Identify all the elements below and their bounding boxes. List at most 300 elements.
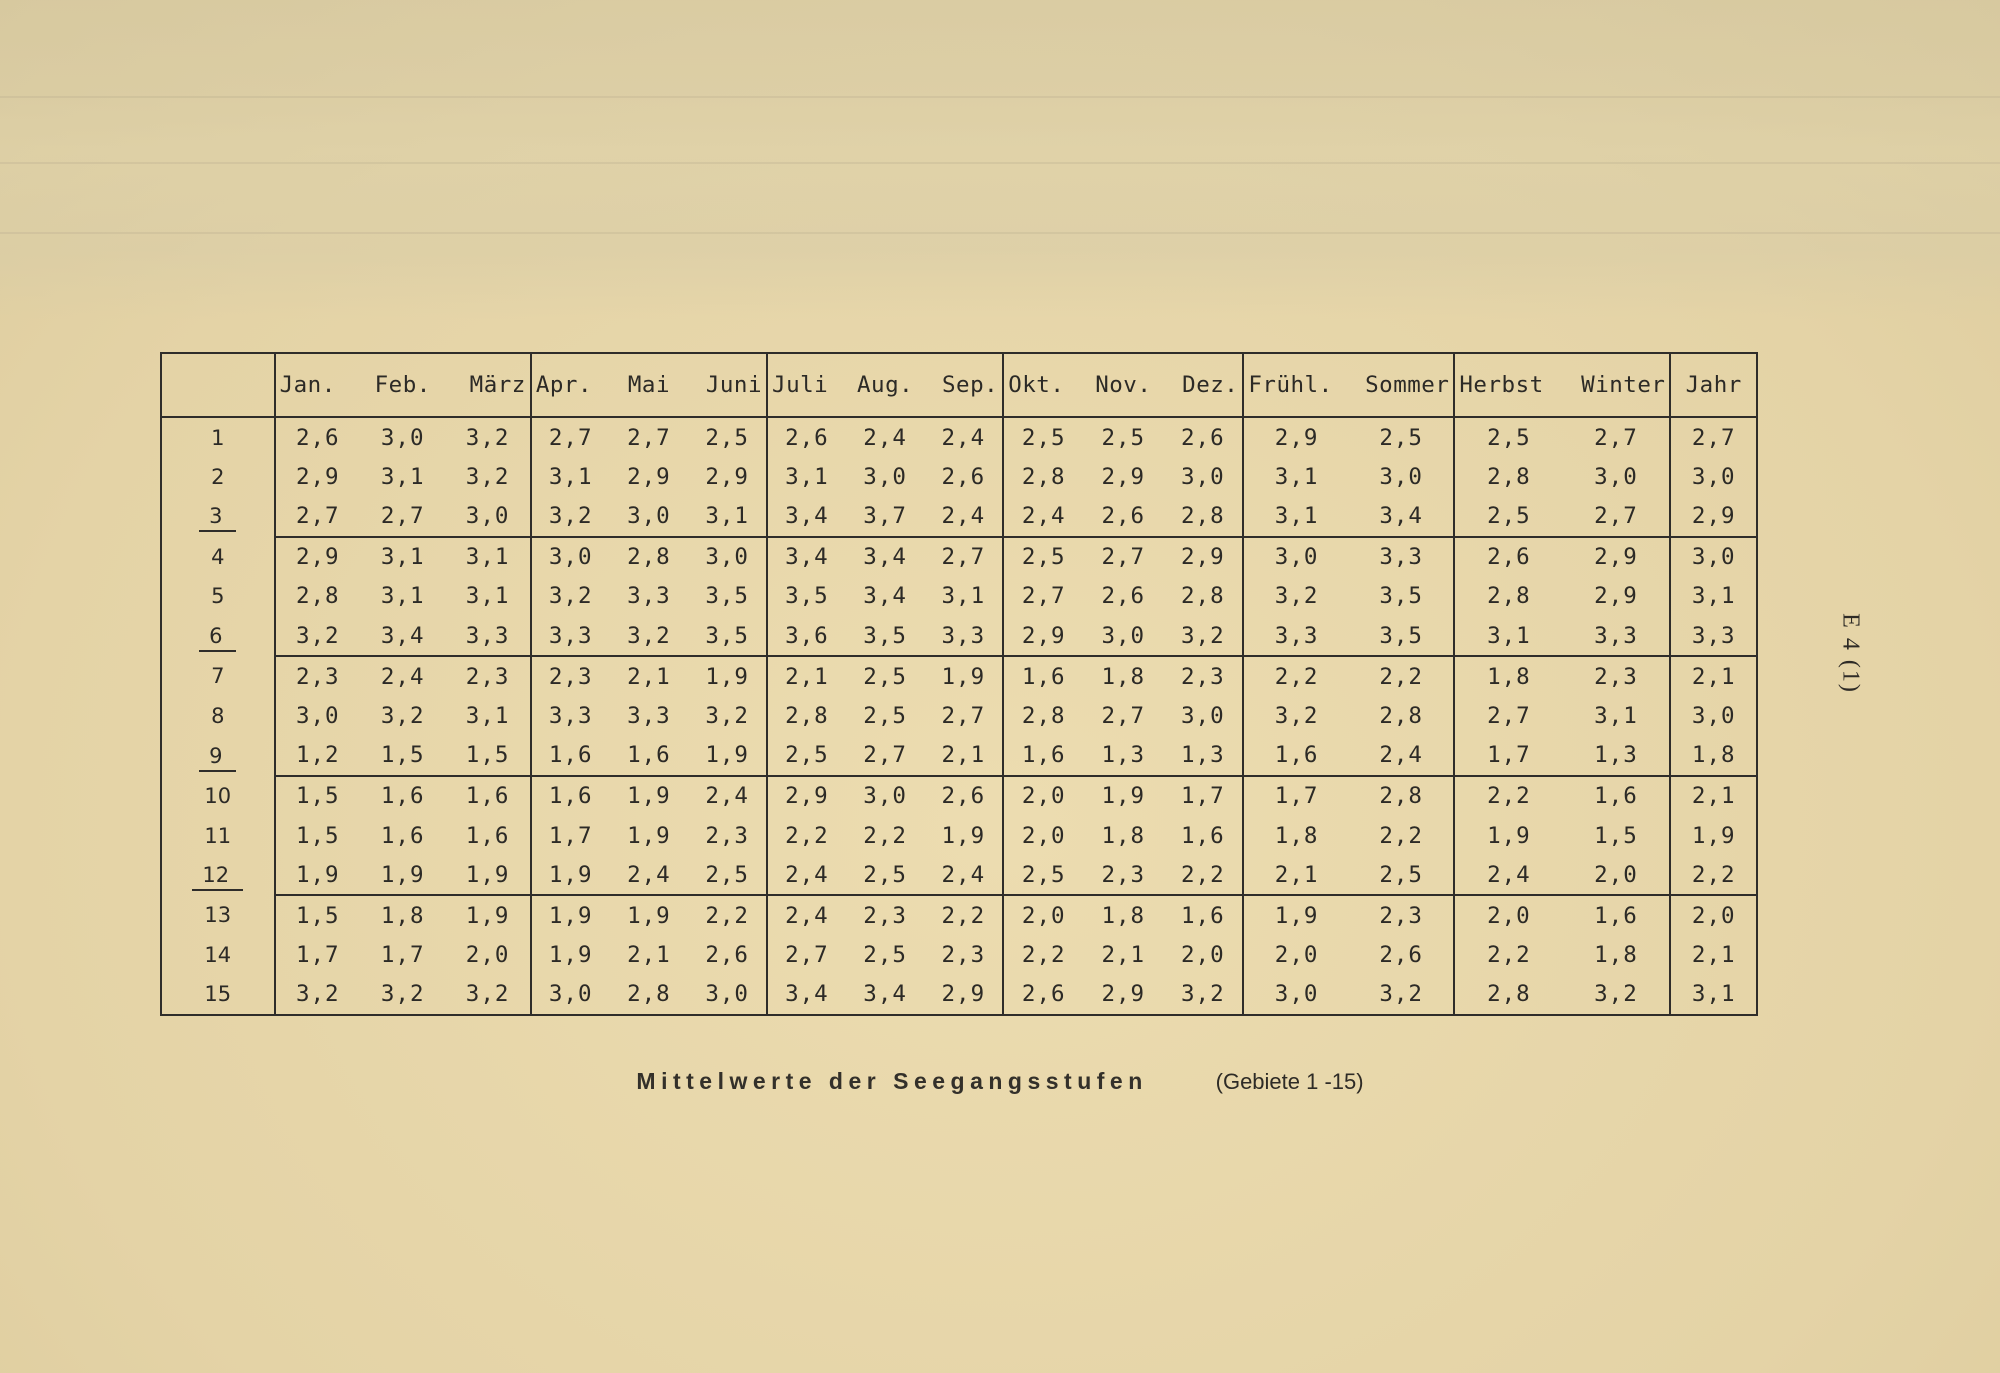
value-cell: 1,8 [360,895,445,935]
value-cell: 3,1 [1594,702,1638,729]
table-header-row [161,353,1757,417]
value-cell: 3,3 [1670,616,1757,656]
period-group-header [1243,353,1454,417]
value-cell: 3,2 [1379,981,1423,1008]
value-cell: 1,6 [1163,895,1243,935]
area-number: 4 [211,544,225,569]
value-cell: 1,9 [445,895,530,935]
value-cell: 2,8 [1454,975,1562,1015]
value-cell: 3,0 [705,981,749,1008]
period-group-header [767,353,1003,417]
value-cell: 2,9 [1101,463,1146,490]
value-cell: 2,2 [767,816,846,855]
column-header: Winter [1581,372,1666,398]
value-cell: 2,7 [941,702,986,729]
area-number: 1 [211,425,225,450]
value-cell: 2,8 [1181,583,1225,610]
value-cell: 1,8 [1101,822,1146,849]
value-cell: 2,5 [1454,417,1562,457]
value-cell: 2,9 [941,981,986,1008]
column-header: Feb. [374,372,431,398]
area-number: 14 [204,943,232,968]
value-cell: 2,4 [688,776,767,816]
value-cell: 2,8 [610,537,689,577]
value-cell: 1,8 [1594,942,1638,969]
value-cell: 1,9 [275,855,360,895]
value-cell: 2,4 [1379,742,1423,769]
value-cell: 2,0 [1594,861,1638,888]
value-cell: 2,8 [1454,457,1562,496]
value-cell: 1,8 [1670,736,1757,776]
value-cell: 1,5 [275,816,360,855]
column-header: Apr. [535,372,593,398]
value-cell: 1,7 [1163,776,1243,816]
value-cell: 2,4 [863,424,907,451]
value-cell: 1,8 [1243,816,1349,855]
value-cell: 2,6 [1181,424,1225,451]
value-cell: 2,6 [767,417,846,457]
value-cell: 2,5 [1003,537,1083,577]
value-cell: 3,2 [1243,696,1349,735]
value-cell: 2,7 [1003,577,1083,616]
value-cell: 2,7 [767,936,846,975]
value-cell: 1,9 [1670,816,1757,855]
value-cell: 1,7 [531,816,610,855]
value-cell: 2,0 [1003,816,1083,855]
area-number: 5 [211,584,225,609]
value-cell: 1,7 [275,936,360,975]
value-cell: 2,5 [1379,424,1423,451]
value-cell: 2,5 [1454,496,1562,536]
area-header-cell [161,353,275,417]
scan-artifact [0,162,2000,164]
area-number: 3 [161,496,275,536]
value-cell: 2,1 [610,656,689,696]
value-cell: 2,0 [1003,895,1083,935]
column-header: Aug. [857,372,914,398]
column-header: Mai [627,372,670,398]
value-cell: 2,2 [1349,656,1455,696]
value-cell: 3,0 [1670,457,1757,496]
value-cell: 3,1 [445,537,530,577]
value-cell: 1,6 [1003,656,1083,696]
value-cell: 2,9 [1003,616,1083,656]
value-cell: 2,4 [941,502,986,529]
value-cell: 3,2 [275,616,360,656]
table-row [161,696,1757,735]
value-cell: 3,2 [465,463,510,490]
value-cell: 3,2 [531,577,610,616]
value-cell: 2,8 [1181,502,1225,529]
area-number: 10 [204,783,232,808]
value-cell: 2,6 [1379,942,1423,969]
column-header: Jahr [1685,372,1742,398]
table-row [161,736,1757,776]
scan-artifact [0,232,2000,234]
value-cell: 3,0 [863,463,907,490]
value-cell: 3,5 [1379,583,1423,610]
value-cell: 3,0 [275,696,360,735]
value-cell: 1,2 [275,736,360,776]
value-cell: 2,5 [705,861,749,888]
value-cell: 1,6 [1181,822,1225,849]
value-cell: 2,9 [1101,981,1146,1008]
value-cell: 2,2 [1454,776,1562,816]
value-cell: 2,9 [1163,537,1243,577]
value-cell: 3,1 [531,457,610,496]
value-cell: 2,5 [863,942,907,969]
value-cell: 2,8 [275,577,360,616]
period-group-header [1454,353,1670,417]
value-cell: 3,0 [627,502,671,529]
value-cell: 2,2 [688,895,767,935]
value-cell: 1,9 [941,822,986,849]
value-cell: 3,4 [767,975,846,1015]
value-cell: 3,1 [705,502,749,529]
value-cell: 2,2 [924,895,1003,935]
value-cell: 2,0 [465,942,510,969]
value-cell: 3,3 [531,616,610,656]
value-cell: 3,2 [275,975,360,1015]
value-cell: 3,3 [1594,622,1638,649]
value-cell: 2,1 [627,942,671,969]
value-cell: 3,3 [941,622,986,649]
value-cell: 3,7 [863,502,907,529]
value-cell: 2,8 [1349,776,1455,816]
value-cell: 2,7 [627,424,671,451]
area-number: 8 [211,703,225,728]
value-cell: 2,7 [1670,417,1757,457]
value-cell: 1,9 [610,895,689,935]
value-cell: 3,0 [1181,463,1225,490]
value-cell: 1,9 [688,656,767,696]
value-cell: 2,1 [1670,936,1757,975]
value-cell: 3,1 [1670,975,1757,1015]
value-cell: 1,9 [531,895,610,935]
value-cell: 1,3 [1181,742,1225,769]
value-cell: 2,7 [531,417,610,457]
column-header: Sep. [942,372,999,398]
column-header: Jan. [279,372,336,398]
value-cell: 3,0 [531,537,610,577]
table-row [161,537,1757,577]
value-cell: 2,4 [1003,496,1083,536]
caption-title: Mittelwerte der Seegangsstufen [636,1068,1148,1094]
value-cell: 3,3 [465,622,510,649]
value-cell: 1,6 [1562,895,1670,935]
value-cell: 2,9 [275,537,360,577]
value-cell: 3,6 [767,616,846,656]
value-cell: 3,5 [705,583,749,610]
value-cell: 3,4 [863,981,907,1008]
value-cell: 1,6 [360,776,445,816]
column-header: März [469,372,526,398]
value-cell: 1,7 [1243,776,1349,816]
value-cell: 3,5 [705,622,749,649]
value-cell: 2,6 [1101,502,1146,529]
column-header: Okt. [1008,372,1065,398]
value-cell: 1,9 [380,861,425,888]
value-cell: 2,4 [767,895,846,935]
value-cell: 2,1 [1101,942,1146,969]
period-group-header [1670,353,1757,417]
area-number: 2 [211,464,225,489]
value-cell: 3,0 [465,502,510,529]
value-cell: 1,9 [465,861,510,888]
value-cell: 3,1 [380,463,425,490]
value-cell: 2,5 [1003,417,1083,457]
period-group-header [1003,353,1243,417]
area-number: 12 [161,855,275,895]
value-cell: 2,1 [941,742,986,769]
table-row [161,577,1757,616]
value-cell: 1,6 [1243,736,1349,776]
value-cell: 2,1 [1243,855,1349,895]
value-cell: 2,7 [1594,424,1638,451]
value-cell: 2,7 [1083,537,1163,577]
area-number: 9 [161,736,275,776]
caption-subtitle: (Gebiete 1 -15) [1215,1069,1364,1094]
value-cell: 2,3 [705,822,749,849]
value-cell: 3,0 [1243,537,1349,577]
value-cell: 2,5 [863,702,907,729]
value-cell: 2,5 [1003,855,1083,895]
value-cell: 3,0 [1101,622,1146,649]
value-cell: 1,6 [531,776,610,816]
value-cell: 2,6 [1003,975,1083,1015]
value-cell: 2,7 [275,496,360,536]
value-cell: 2,4 [360,656,445,696]
value-cell: 3,3 [627,702,671,729]
value-cell: 1,6 [1003,736,1083,776]
value-cell: 3,1 [1670,577,1757,616]
value-cell: 2,6 [1454,537,1562,577]
value-cell: 3,5 [1379,622,1423,649]
value-cell: 1,6 [531,736,610,776]
value-cell: 2,8 [1003,696,1083,735]
value-cell: 2,6 [705,942,749,969]
value-cell: 2,4 [1454,855,1562,895]
value-cell: 2,3 [1163,656,1243,696]
value-cell: 1,9 [610,776,689,816]
value-cell: 1,6 [380,822,425,849]
value-cell: 2,9 [275,457,360,496]
value-cell: 2,0 [1181,942,1225,969]
column-header: Frühl. [1248,372,1333,398]
table-row [161,496,1757,536]
value-cell: 2,5 [1101,424,1146,451]
value-cell: 2,7 [1454,696,1562,735]
value-cell: 1,5 [380,742,425,769]
value-cell: 3,0 [1670,696,1757,735]
value-cell: 1,9 [705,742,749,769]
value-cell: 2,6 [275,417,360,457]
value-cell: 3,0 [846,776,925,816]
value-cell: 1,9 [924,656,1003,696]
column-header: Nov. [1095,372,1152,398]
value-cell: 2,6 [924,776,1003,816]
value-cell: 2,4 [941,424,986,451]
value-cell: 3,0 [531,975,610,1015]
value-cell: 2,2 [1003,936,1083,975]
value-cell: 3,2 [531,496,610,536]
value-cell: 2,5 [705,424,749,451]
value-cell: 3,4 [863,583,907,610]
table-row [161,616,1757,656]
value-cell: 2,1 [1670,776,1757,816]
value-cell: 3,1 [1243,457,1349,496]
table-row [161,895,1757,935]
value-cell: 3,1 [380,583,425,610]
value-cell: 3,2 [465,424,510,451]
value-cell: 2,8 [1454,577,1562,616]
value-cell: 3,5 [767,577,846,616]
page-reference-label: E 4 (1) [1837,613,1864,694]
value-cell: 3,0 [1670,537,1757,577]
value-cell: 2,0 [1003,776,1083,816]
value-cell: 2,9 [627,463,671,490]
value-cell: 2,0 [1454,895,1562,935]
value-cell: 2,9 [1670,496,1757,536]
value-cell: 3,0 [1594,463,1638,490]
area-number: 11 [204,823,232,848]
value-cell: 2,9 [1243,417,1349,457]
column-header: Juni [705,372,763,398]
value-cell: 2,0 [1243,936,1349,975]
value-cell: 1,3 [1594,742,1638,769]
value-cell: 2,0 [1670,895,1757,935]
value-cell: 3,1 [1243,496,1349,536]
value-cell: 2,4 [941,861,986,888]
value-cell: 2,1 [1670,656,1757,696]
table-row [161,936,1757,975]
value-cell: 1,9 [627,822,671,849]
value-cell: 2,7 [380,502,425,529]
value-cell: 3,2 [1243,577,1349,616]
value-cell: 1,3 [1101,742,1146,769]
value-cell: 2,6 [941,463,986,490]
scan-artifact [0,96,2000,98]
value-cell: 2,3 [275,656,360,696]
value-cell: 2,2 [1670,855,1757,895]
value-cell: 2,2 [1181,861,1225,888]
value-cell: 2,1 [767,656,846,696]
value-cell: 1,7 [1454,736,1562,776]
period-group-header [531,353,767,417]
value-cell: 1,5 [275,776,360,816]
value-cell: 2,3 [1349,895,1455,935]
value-cell: 1,5 [275,895,360,935]
value-cell: 1,5 [1594,822,1638,849]
area-number: 13 [204,903,232,928]
value-cell: 2,3 [1562,656,1670,696]
value-cell: 2,5 [1379,861,1423,888]
table-row [161,457,1757,496]
value-cell: 1,9 [1083,776,1163,816]
value-cell: 3,3 [1243,616,1349,656]
value-cell: 1,9 [531,855,610,895]
table-row [161,656,1757,696]
value-cell: 2,8 [1379,702,1423,729]
value-cell: 2,2 [1379,822,1423,849]
value-cell: 3,2 [627,622,671,649]
value-cell: 1,6 [445,776,530,816]
column-header: Juli [772,372,829,398]
value-cell: 1,6 [465,822,510,849]
value-cell: 3,2 [1594,981,1638,1008]
value-cell: 3,1 [941,583,986,610]
value-cell: 1,9 [1243,895,1349,935]
value-cell: 1,8 [1454,656,1562,696]
value-cell: 3,4 [1379,502,1423,529]
value-cell: 1,6 [627,742,671,769]
value-cell: 2,2 [863,822,907,849]
value-cell: 1,7 [380,942,425,969]
value-cell: 1,9 [1454,816,1562,855]
column-header: Herbst [1459,372,1544,398]
value-cell: 2,4 [767,855,846,895]
value-cell: 2,9 [705,463,749,490]
value-cell: 3,2 [465,981,510,1008]
value-cell: 3,1 [360,537,445,577]
table-row [161,855,1757,895]
value-cell: 3,4 [380,622,425,649]
area-number: 7 [211,664,225,689]
value-cell: 3,0 [1243,975,1349,1015]
value-cell: 3,2 [380,702,425,729]
value-cell: 2,8 [767,696,846,735]
value-cell: 2,7 [924,537,1003,577]
value-cell: 2,5 [846,656,925,696]
value-cell: 2,3 [445,656,530,696]
value-cell: 3,0 [380,424,425,451]
value-cell: 1,9 [531,936,610,975]
value-cell: 1,8 [1083,656,1163,696]
value-cell: 3,4 [767,537,846,577]
value-cell: 2,3 [846,895,925,935]
table-row [161,417,1757,457]
value-cell: 3,3 [531,696,610,735]
table-caption [0,1068,2000,1095]
value-cell: 2,3 [531,656,610,696]
period-group-header [275,353,531,417]
value-cell: 3,1 [465,583,510,610]
value-cell: 2,7 [863,742,907,769]
value-cell: 2,7 [1101,702,1146,729]
value-cell: 2,8 [627,981,671,1008]
value-cell: 2,9 [767,776,846,816]
value-cell: 1,8 [1083,895,1163,935]
area-number: 15 [204,982,232,1007]
area-number: 6 [161,616,275,656]
value-cell: 2,5 [863,861,907,888]
table-row [161,816,1757,855]
value-cell: 2,3 [1101,861,1146,888]
value-cell: 3,2 [705,702,749,729]
value-cell: 2,7 [1594,502,1638,529]
value-cell: 3,4 [846,537,925,577]
value-cell: 3,5 [863,622,907,649]
value-cell: 2,9 [1562,537,1670,577]
value-cell: 2,6 [1101,583,1146,610]
value-cell: 3,0 [1379,463,1423,490]
value-cell: 3,3 [627,583,671,610]
value-cell: 3,2 [1181,622,1225,649]
value-cell: 2,2 [1454,936,1562,975]
value-cell: 1,6 [1562,776,1670,816]
sea-state-table [160,352,1758,1016]
table-row [161,975,1757,1015]
